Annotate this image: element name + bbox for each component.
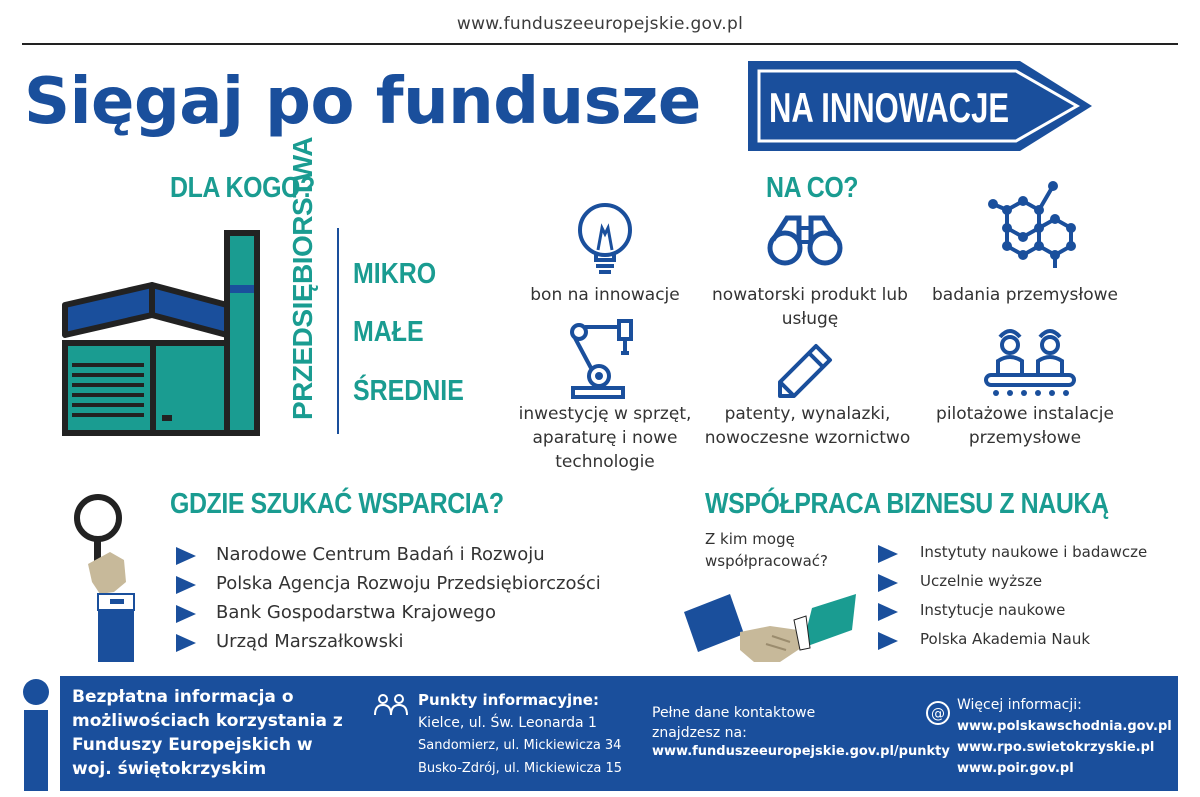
top-divider: [22, 43, 1178, 45]
more-info-url[interactable]: www.poir.gov.pl: [957, 761, 1074, 776]
what-for-item-2-label: nowatorski produkt lub usługę: [712, 285, 908, 329]
enterprise-label: PRZEDSIĘBIORSTWA: [287, 137, 318, 420]
point-item: Kielce, ul. Św. Leonarda 1: [418, 715, 597, 731]
bullet-arrow-icon: [878, 603, 898, 621]
molecule-icon: [985, 180, 1080, 275]
for-whom-title: DLA KOGO?: [170, 172, 315, 204]
bullet-arrow-icon: [878, 632, 898, 650]
arrow-sign: [745, 58, 1095, 154]
bullet-arrow-icon: [176, 576, 196, 594]
factory-icon: [60, 225, 270, 440]
what-for-item-5-label: patenty, wynalazki, nowoczesne wzornictwo: [704, 404, 911, 448]
support-item-label: Polska Agencja Rozwoju Przedsiębiorczości: [216, 573, 601, 594]
point-item: Busko-Zdrój, ul. Mickiewicza 15: [418, 761, 623, 776]
points-title: Punkty informacyjne:: [418, 691, 599, 709]
bullet-arrow-icon: [878, 574, 898, 592]
pencil-icon: [776, 342, 834, 400]
where-support-title: GDZIE SZUKAĆ WSPARCIA?: [170, 488, 504, 520]
info-icon: [22, 676, 60, 791]
footer-info-text: Bezpłatna informacja o możliwościach korzystania z Funduszy Europejskich w woj. świętokrzyskim: [72, 687, 343, 779]
factory-workers-icon: [980, 325, 1080, 400]
bullet-arrow-icon: [176, 605, 196, 623]
support-item-label: Bank Gospodarstwa Krajowego: [216, 602, 496, 623]
bullet-arrow-icon: [878, 545, 898, 563]
more-info-url[interactable]: www.rpo.swietokrzyskie.pl: [957, 740, 1155, 755]
headline: Sięgaj po fundusze: [24, 65, 701, 139]
bullet-arrow-icon: [176, 547, 196, 565]
enterprise-divider: [337, 228, 339, 434]
size-micro: MIKRO: [353, 258, 437, 290]
what-for-item-4-label: inwestycję w sprzęt, aparaturę i nowe technologie: [518, 404, 692, 472]
point-item: Sandomierz, ul. Mickiewicza 34: [418, 738, 622, 753]
cooperation-item-label: Polska Akademia Nauk: [920, 630, 1091, 648]
cooperation-item-label: Instytucje naukowe: [920, 601, 1066, 619]
bullet-arrow-icon: [176, 634, 196, 652]
svg-text:@: @: [931, 706, 945, 722]
more-info-url[interactable]: www.polskawschodnia.gov.pl: [957, 719, 1172, 734]
more-info-label: Więcej informacji:: [957, 697, 1082, 713]
cooperation-item-label: Uczelnie wyższe: [920, 572, 1043, 590]
cooperation-title: WSPÓŁPRACA BIZNESU Z NAUKĄ: [705, 488, 1109, 520]
what-for-item-6-label: pilotażowe instalacje przemysłowe: [936, 404, 1114, 448]
arrow-sign-label: NA INNOWACJE: [769, 84, 1009, 131]
contact-label: Pełne dane kontaktowe znajdzesz na:: [652, 705, 816, 741]
binoculars-icon: [765, 210, 845, 270]
magnifier-hand-icon: [70, 490, 145, 665]
what-for-title: NA CO?: [766, 172, 859, 204]
cooperation-question: Z kim mogę współpracować?: [705, 530, 829, 570]
site-url[interactable]: www.funduszeeuropejskie.gov.pl: [456, 14, 744, 34]
support-item-label: Urząd Marszałkowski: [216, 631, 404, 652]
at-sign-icon: [925, 700, 951, 726]
what-for-item-1-label: bon na innowacje: [530, 285, 680, 305]
contact-url[interactable]: www.funduszeeuropejskie.gov.pl/punkty: [652, 744, 950, 759]
size-small: MAŁE: [353, 316, 424, 348]
people-icon: [373, 693, 409, 717]
lightbulb-icon: [570, 200, 640, 280]
cooperation-item-label: Instytuty naukowe i badawcze: [920, 543, 1148, 561]
handshake-icon: [680, 590, 860, 672]
support-item-label: Narodowe Centrum Badań i Rozwoju: [216, 544, 545, 565]
robot-arm-icon: [565, 318, 645, 400]
what-for-item-3-label: badania przemysłowe: [932, 285, 1118, 305]
size-medium: ŚREDNIE: [353, 375, 464, 407]
